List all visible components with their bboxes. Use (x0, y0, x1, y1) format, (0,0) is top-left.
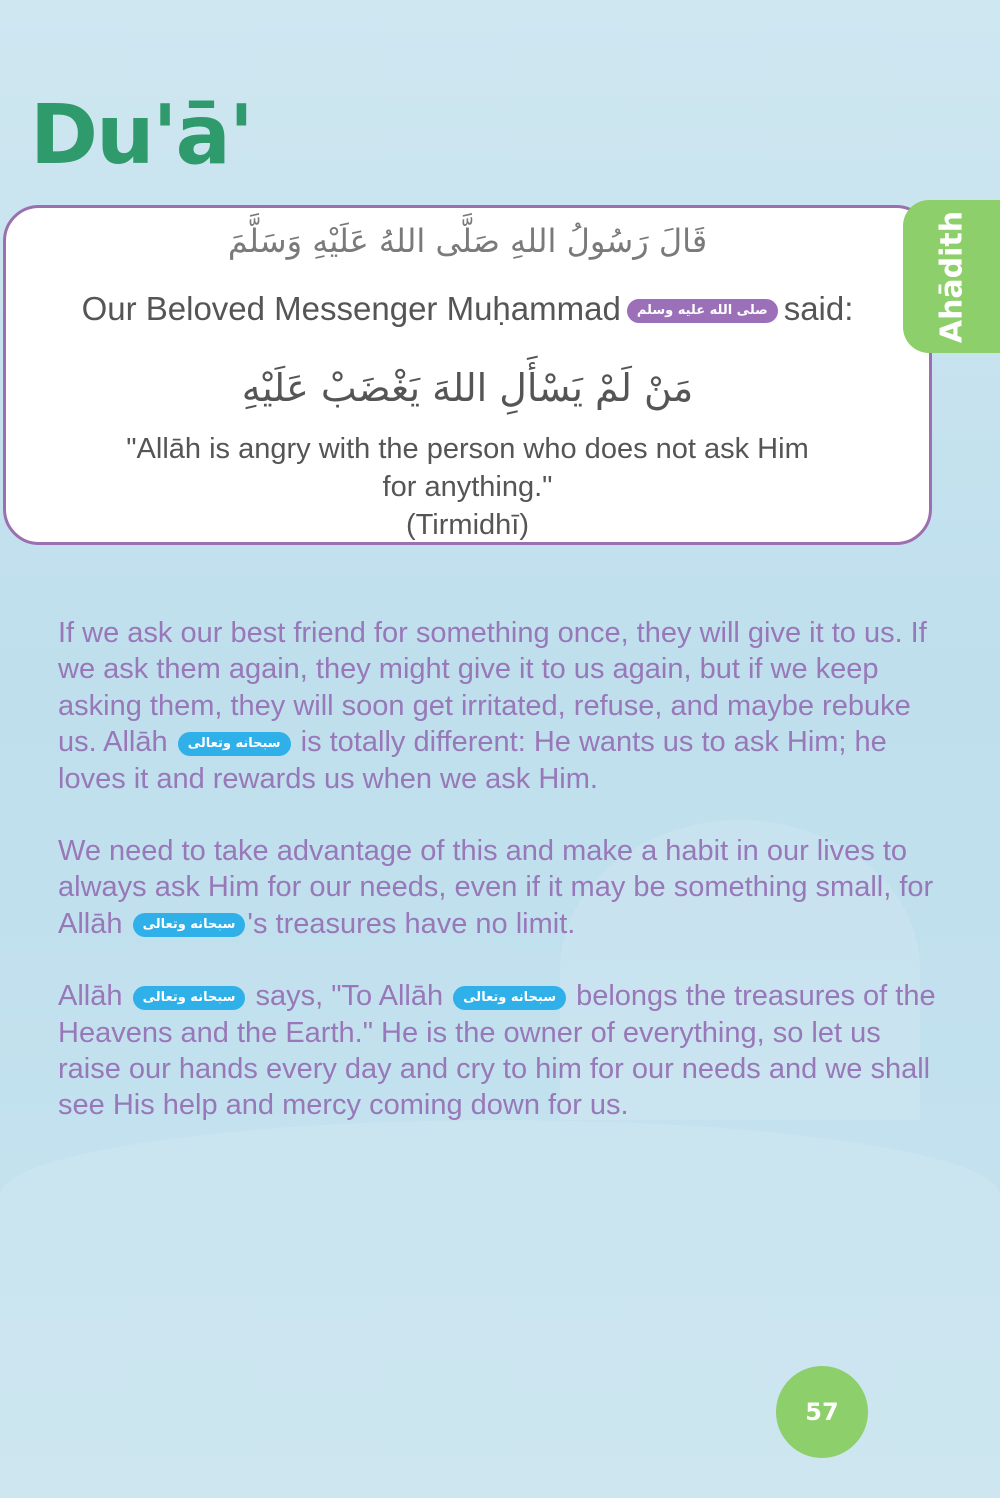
salawat-badge: صلى الله عليه وسلم (627, 299, 778, 323)
paragraph-2: We need to take advantage of this and make a habit in our lives to always ask Him for our needs, even if it may be something small, for Allāh سبحانه وتعالى 's treasures have no limit. (58, 835, 934, 940)
body-text (58, 615, 948, 1160)
page-title: Du'ā' (30, 88, 252, 183)
paragraph-1: If we ask our best friend for something once, they will give it to us. If we ask them again, they might give it to us again, but if we keep asking them, they will soon get irritated, refuse, and maybe rebuke us. Allāh سبحانه وتعالى is totally different: He wants us to ask Him; he loves it and rewards us when we ask Him. (58, 617, 927, 795)
translation-line-1: "Allāh is angry with the person who does not ask Him (126, 433, 809, 465)
page-number: 57 (776, 1366, 868, 1458)
arabic-intro: قَالَ رَسُولُ اللهِ صَلَّى اللهُ عَلَيْهِ وَسَلَّمَ (227, 222, 708, 260)
section-tab-label: Ahādith (934, 210, 969, 343)
hadith-card (3, 205, 932, 545)
swt-badge: سبحانه وتعالى (453, 986, 566, 1010)
messenger-prefix: Our Beloved Messenger Muḥammad (81, 290, 621, 327)
arabic-hadith: مَنْ لَمْ يَسْأَلِ اللهَ يَغْضَبْ عَلَيْهِ (241, 366, 694, 410)
swt-badge: سبحانه وتعالى (133, 913, 246, 937)
swt-badge: سبحانه وتعالى (133, 986, 246, 1010)
hadith-source: (Tirmidhī) (406, 509, 529, 541)
swt-badge: سبحانه وتعالى (178, 732, 291, 756)
messenger-line (6, 290, 929, 328)
messenger-suffix: said: (783, 290, 854, 327)
translation-line-2: for anything." (382, 471, 553, 503)
section-tab-ahadith (903, 200, 1000, 353)
paragraph-3: Allāh سبحانه وتعالى says, "To Allāh سبحانه وتعالى belongs the treasures of the Heavens and the Earth." He is the owner of everything, so let us raise our hands every day and cry to him for our needs and we shall see His help and mercy coming down for us. (58, 980, 936, 1122)
hadith-translation (26, 430, 909, 544)
